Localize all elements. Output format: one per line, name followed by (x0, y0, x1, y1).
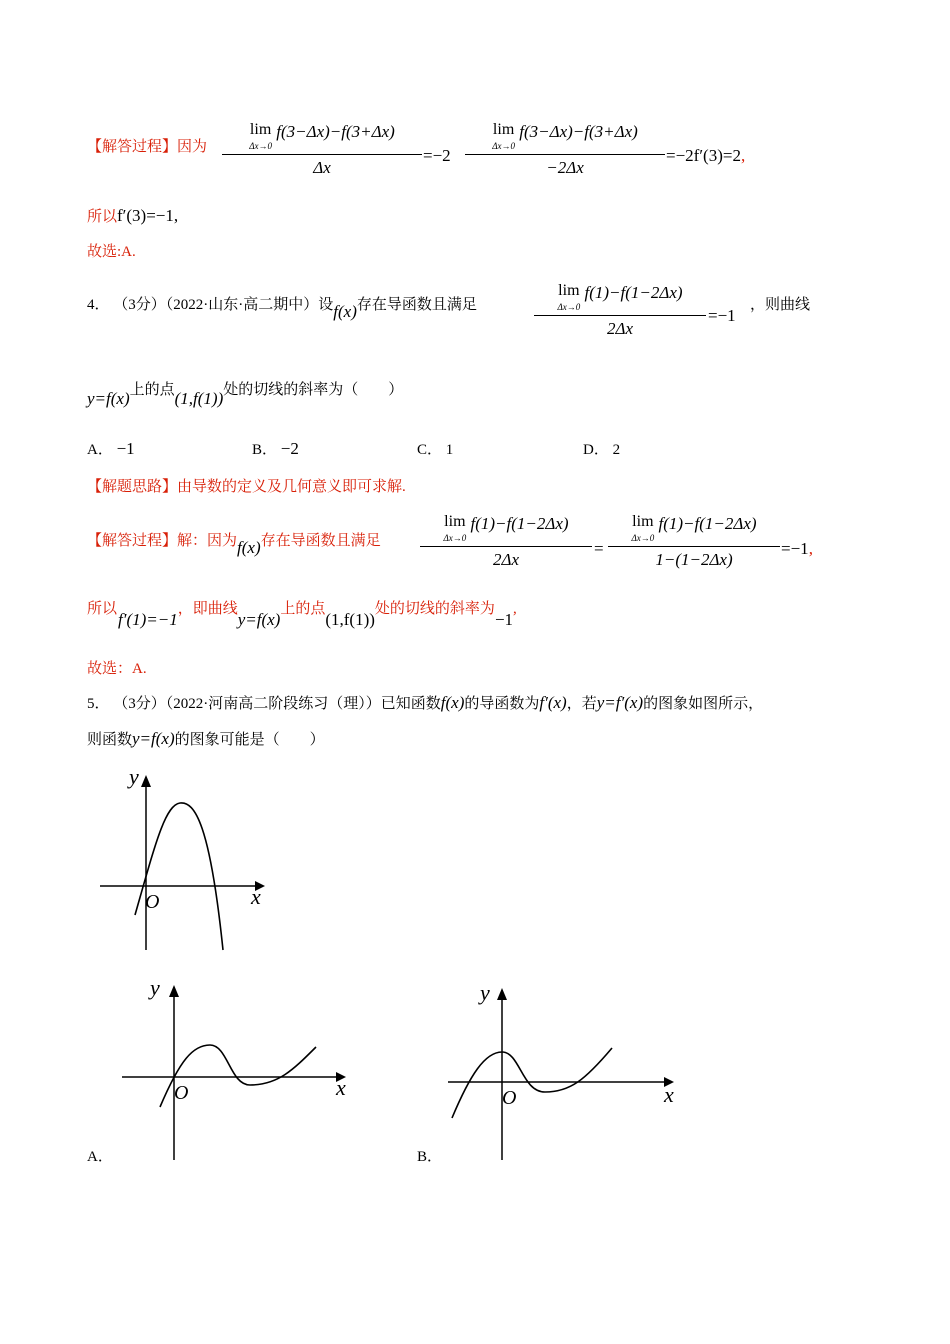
conclusion-line: 所以f′(3)=−1, (87, 206, 179, 225)
q4-hint: 【解题思路】由导数的定义及几何意义即可求解. (87, 479, 406, 495)
q4-solution-fraction-1: lim Δx→0 f(1)−f(1−2Δx) 2Δx (420, 514, 592, 570)
x-label: x (251, 884, 261, 909)
q5-stem-line1: 5． （3分）（2022·河南高二阶段练习（理））已知函数f(x)的导函数为f′(x)，若y=f′(x)的图象如图所示， (87, 693, 764, 712)
q4-solution-line2: 所以 (87, 601, 118, 617)
solution-label: 【解答过程】因为 (87, 139, 208, 155)
y-axis-arrow (141, 775, 151, 787)
equals-minus-two: =−2 (423, 146, 451, 165)
derivative-graph (95, 765, 275, 955)
origin-label: O (502, 1087, 517, 1109)
q4-solution-equals: = (594, 539, 604, 558)
q4-stem-tail: ，则曲线 (750, 297, 811, 313)
q4-solution-result: =−1, (781, 539, 813, 558)
q4-answer: 故选：A. (87, 661, 147, 677)
q4-stem-line2: y=f(x)上的点(1,f(1))处的切线的斜率为（ ） (87, 382, 404, 408)
q4-solution-fraction-2: lim Δx→0 f(1)−f(1−2Δx) 1−(1−2Δx) (608, 514, 780, 570)
option-a-graph (118, 975, 358, 1165)
x-label: x (664, 1082, 674, 1107)
q4-stem-line1: 4． （3分）（2022·山东·高二期中）设f(x)存在导函数且满足 (87, 297, 477, 321)
fraction-limit-1: lim Δx→0 f(3−Δx)−f(3+Δx) Δx (222, 122, 422, 178)
y-axis-arrow (169, 985, 179, 997)
q4-solution-line2-body: f′(1)=−1，即曲线y=f(x)上的点(1,f(1))处的切线的斜率为−1, (118, 601, 517, 629)
curve-b (452, 1048, 612, 1118)
option-b-graph (440, 980, 690, 1165)
option-a-label[interactable]: A． (87, 1149, 113, 1165)
y-label: y (129, 765, 139, 789)
option-b-label[interactable]: B． (417, 1149, 443, 1165)
origin-label: O (145, 891, 160, 913)
fraction-limit-2: lim Δx→0 f(3−Δx)−f(3+Δx) −2Δx (465, 122, 665, 178)
x-label: x (336, 1075, 346, 1100)
q4-limit-fraction: lim Δx→0 f(1)−f(1−2Δx) 2Δx (534, 283, 706, 339)
q4-option-c[interactable]: C． 1 (417, 442, 454, 458)
derivative-curve (135, 803, 223, 950)
answer-choice: 故选:A. (87, 244, 136, 260)
q4-option-a[interactable]: A． −1 (87, 439, 135, 458)
q4-option-d[interactable]: D． 2 (583, 442, 621, 458)
q4-solution-line1: 【解答过程】解：因为f(x)存在导函数且满足 (87, 533, 381, 557)
y-label: y (150, 975, 160, 1000)
q4-option-b[interactable]: B． −2 (252, 439, 299, 458)
derivative-result: =−2f′(3)=2, (666, 146, 746, 165)
q5-stem-line2: 则函数y=f(x)的图象可能是（ ） (87, 729, 325, 748)
y-axis-arrow (497, 988, 507, 1000)
origin-label: O (174, 1082, 189, 1104)
y-label: y (480, 980, 490, 1005)
q4-equals: =−1 (708, 306, 736, 325)
